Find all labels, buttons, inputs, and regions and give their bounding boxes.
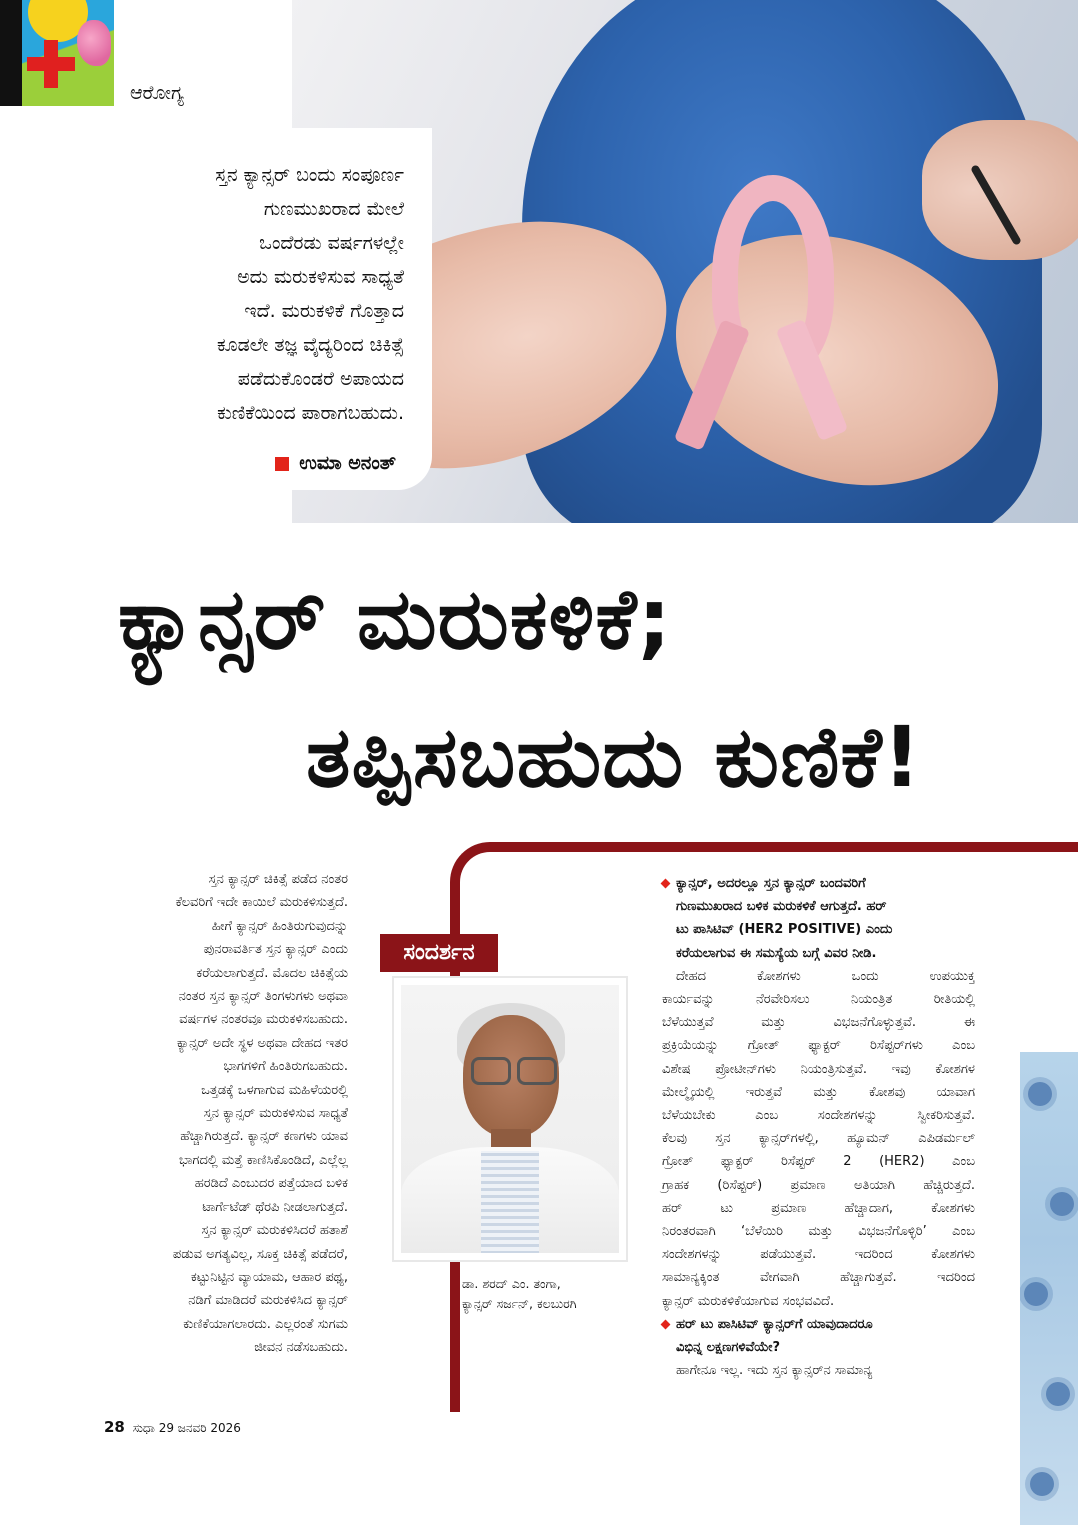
red-square-icon xyxy=(275,457,289,471)
body-line: ಸ್ತನ ಕ್ಯಾನ್ಸರ್ ಚಿಕಿತ್ಸೆ ಪಡೆದ ನಂತರ xyxy=(208,872,348,887)
answer-line: ವಿಶೇಷ ಪ್ರೋಟೀನ್‌ಗಳು ನಿಯಂತ್ರಿಸುತ್ತವೆ. ಇವು ಕೋಶಗಳ xyxy=(662,1061,975,1077)
body-line: ಕ್ಯಾನ್ಸರ್ ಅದೇ ಸ್ಥಳ ಅಥವಾ ದೇಹದ ಇತರ xyxy=(176,1035,348,1051)
answer-line: ಮೇಲ್ಮೈಯಲ್ಲಿ ಇರುತ್ತವೆ ಮತ್ತು ಕೋಶವು ಯಾವಾಗ xyxy=(662,1084,975,1100)
answer-line: ಗ್ರಾಹಕ (ರಿಸೆಪ್ಟರ್) ಪ್ರಮಾಣ ಅತಿಯಾಗಿ ಹೆಚ್ಚಿರುತ್ತದೆ. xyxy=(662,1177,975,1193)
body-line: ಸ್ತನ ಕ್ಯಾನ್ಸರ್ ಮರುಕಳಿಸಿದರೆ ಹತಾಶೆ xyxy=(201,1223,348,1239)
author-name: ಉಮಾ ಅನಂತ್ xyxy=(299,452,396,474)
virus-particle xyxy=(1028,1082,1052,1106)
page-number: 28 xyxy=(104,1418,125,1436)
caption-name: ಡಾ. ಶರದ್ ಎಂ. ತಂಗಾ, xyxy=(462,1276,561,1291)
glasses-icon-right xyxy=(517,1057,557,1085)
intro-line: ಕುಣಿಕೆಯಿಂದ ಪಾರಾಗಬಹುದು. xyxy=(217,402,404,424)
answer-line: ಹಾಗೇನೂ ಇಲ್ಲ. ಇದು ಸ್ತನ ಕ್ಯಾನ್ಸರ್‌ನ ಸಾಮಾನ್ಯ xyxy=(676,1363,873,1379)
question-text: ಹರ್ ಟು ಪಾಸಿಟಿವ್ ಕ್ಯಾನ್ಸರ್‌ಗೆ ಯಾವುದಾದರೂ xyxy=(676,1316,873,1332)
answer-line: ಪ್ರಕ್ರಿಯೆಯನ್ನು ಗ್ರೋತ್ ಫ್ಯಾಕ್ಟರ್ ರಿಸೆಪ್ಟರ್‌ಗಳು ಎಂಬ xyxy=(662,1038,975,1054)
headline-line-1: ಕ್ಯಾನ್ಸರ್ ಮರುಕಳಿಕೆ; xyxy=(118,570,673,668)
intro-line: ಇದೆ. ಮರುಕಳಿಕೆ ಗೊತ್ತಾದ xyxy=(244,300,404,322)
butterfly-icon xyxy=(77,20,111,66)
health-section-icon xyxy=(22,0,114,106)
intro-line: ಸ್ತನ ಕ್ಯಾನ್ಸರ್ ಬಂದು ಸಂಪೂರ್ಣ xyxy=(215,164,404,186)
question-line: ಟು ಪಾಸಿಟಿವ್ (HER2 POSITIVE) ಎಂದು xyxy=(676,922,893,938)
body-line: ಜೀವನ ನಡೆಸಬಹುದು. xyxy=(254,1340,348,1356)
question-line: ಗುಣಮುಖರಾದ ಬಳಿಕ ಮರುಕಳಿಕೆ ಆಗುತ್ತದೆ. ಹರ್ xyxy=(676,899,887,915)
answer-line: ಕ್ಯಾನ್ಸರ್ ಮರುಕಳಿಕೆಯಾಗುವ ಸಂಭವವಿದೆ. xyxy=(662,1293,835,1309)
question-line: ವಿಭಿನ್ನ ಲಕ್ಷಣಗಳಿವೆಯೇ? xyxy=(676,1340,781,1356)
question-line xyxy=(662,1313,975,1336)
body-line: ಹರಡಿದೆ ಎಂಬುದರ ಪತ್ತೆಯಾದ ಬಳಿಕ xyxy=(194,1176,348,1192)
question-line: ಕರೆಯಲಾಗುವ ಈ ಸಮಸ್ಯೆಯ ಬಗ್ಗೆ ವಿವರ ನೀಡಿ. xyxy=(676,945,877,961)
headline-line-2: ತಪ್ಪಿಸಬಹುದು ಕುಣಿಕೆ! xyxy=(306,708,922,806)
virus-particle xyxy=(1030,1472,1054,1496)
body-line: ಕುಣಿಕೆಯಾಗಲಾರದು. ಎಲ್ಲರಂತೆ ಸುಗಮ xyxy=(183,1316,348,1332)
portrait-shirt xyxy=(481,1151,539,1260)
right-column-text xyxy=(662,872,975,1382)
virus-image-strip xyxy=(1020,1052,1078,1525)
wrist xyxy=(922,120,1078,260)
answer-line: ಕೆಲವು ಸ್ತನ ಕ್ಯಾನ್ಸರ್‌ಗಳಲ್ಲಿ, ಹ್ಯೂಮನ್ ಎಪಿಡರ್ಮಲ್ xyxy=(662,1131,975,1147)
byline xyxy=(275,452,396,474)
body-line: ಪಡುವ ಅಗತ್ಯವಿಲ್ಲ, ಸೂಕ್ತ ಚಿಕಿತ್ಸೆ ಪಡೆದರೆ, xyxy=(172,1246,348,1262)
virus-particle xyxy=(1024,1282,1048,1306)
intro-text xyxy=(215,158,404,430)
answer-line: ಕಾರ್ಯವನ್ನು ನೆರವೇರಿಸಲು ನಿಯಂತ್ರಿತ ರೀತಿಯಲ್ಲಿ xyxy=(662,992,975,1008)
body-line: ನಂತರ ಸ್ತನ ಕ್ಯಾನ್ಸರ್ ತಿಂಗಳುಗಳು ಅಥವಾ xyxy=(178,989,348,1005)
answer-line: ಸಾಮಾನ್ಯಕ್ಕಿಂತ ವೇಗವಾಗಿ ಹೆಚ್ಚಾಗುತ್ತವೆ. ಇದರಿಂದ xyxy=(662,1270,975,1286)
answer-line: ದೇಹದ ಕೋಶಗಳು ಒಂದು ಉಪಯುಕ್ತ xyxy=(676,968,975,984)
body-line: ಟಾರ್ಗೆಟೆಡ್ ಥೆರಪಿ ನೀಡಲಾಗುತ್ತದೆ. xyxy=(202,1199,348,1215)
body-line: ವರ್ಷಗಳ ನಂತರವೂ ಮರುಕಳಿಸಬಹುದು. xyxy=(179,1012,348,1028)
caption-role: ಕ್ಯಾನ್ಸರ್ ಸರ್ಜನ್, ಕಲಬುರಗಿ xyxy=(462,1296,577,1311)
virus-particle xyxy=(1050,1192,1074,1216)
virus-particle xyxy=(1046,1382,1070,1406)
edge-bar xyxy=(0,0,22,106)
body-line: ನಡಿಗೆ ಮಾಡಿದರೆ ಮರುಕಳಿಸಿದ ಕ್ಯಾನ್ಸರ್ xyxy=(188,1293,348,1309)
intro-line: ಅದು ಮರುಕಳಿಸುವ ಸಾಧ್ಯತೆ xyxy=(237,266,404,288)
section-label: ಆರೋಗ್ಯ xyxy=(130,82,184,104)
intro-box xyxy=(0,128,432,490)
interview-label: ಸಂದರ್ಶನ xyxy=(380,934,498,972)
red-diamond-icon xyxy=(661,1319,671,1329)
answer-line: ಬೆಳೆಯಬೇಕು ಎಂಬ ಸಂದೇಶಗಳನ್ನು ಸ್ವೀಕರಿಸುತ್ತವೆ. xyxy=(662,1108,975,1124)
body-line: ಕರೆಯಲಾಗುತ್ತದೆ. ಮೊದಲ ಚಿಕಿತ್ಸೆಯ xyxy=(196,965,348,981)
left-column-text xyxy=(104,868,348,1360)
body-line: ಪುನರಾವರ್ತಿತ ಸ್ತನ ಕ್ಯಾನ್ಸರ್ ಎಂದು xyxy=(203,942,348,958)
body-line: ಹೀಗೆ ಕ್ಯಾನ್ಸರ್ ಹಿಂತಿರುಗುವುದನ್ನು xyxy=(211,918,348,934)
body-line: ಭಾಗದಲ್ಲಿ ಮತ್ತೆ ಕಾಣಿಸಿಕೊಂಡಿದೆ, ಎಲ್ಲೆಲ್ಲ xyxy=(178,1152,348,1168)
glasses-icon xyxy=(471,1057,511,1085)
body-line: ಭಾಗಗಳಿಗೆ ಹಿಂತಿರುಗಬಹುದು. xyxy=(223,1059,348,1075)
red-diamond-icon xyxy=(661,879,671,889)
intro-line: ಕೂಡಲೇ ತಜ್ಞ ವೈದ್ಯರಿಂದ ಚಿಕಿತ್ಸೆ xyxy=(216,334,404,356)
issue-info: ಸುಧಾ 29 ಜನವರಿ 2026 xyxy=(132,1421,241,1435)
body-line: ಒತ್ತಡಕ್ಕೆ ಒಳಗಾಗುವ ಮಹಿಳೆಯರಲ್ಲಿ xyxy=(201,1082,348,1098)
body-line: ಕೆಲವರಿಗೆ ಇದೇ ಕಾಯಿಲೆ ಮರುಕಳಿಸುತ್ತದೆ. xyxy=(175,895,348,911)
body-line: ಸ್ತನ ಕ್ಯಾನ್ಸರ್ ಮರುಕಳಿಸುವ ಸಾಧ್ಯತೆ xyxy=(203,1106,348,1122)
intro-line: ಗುಣಮುಖರಾದ ಮೇಲೆ xyxy=(263,198,404,220)
question-line xyxy=(662,872,975,895)
answer-line: ಗ್ರೋತ್ ಫ್ಯಾಕ್ಟರ್ ರಿಸೆಪ್ಟರ್ 2 (HER2) ಎಂಬ xyxy=(662,1154,975,1170)
intro-line: ಪಡೆದುಕೊಂಡರೆ ಅಪಾಯದ xyxy=(237,368,404,390)
medical-cross-icon-bar xyxy=(27,57,75,71)
answer-line: ಸಂದೇಶಗಳನ್ನು ಪಡೆಯುತ್ತವೆ. ಇದರಿಂದ ಕೋಶಗಳು xyxy=(662,1247,975,1263)
answer-line: ಹರ್ ಟು ಪ್ರಮಾಣ ಹೆಚ್ಚಾದಾಗ, ಕೋಶಗಳು xyxy=(662,1200,975,1216)
answer-line: ಬೆಳೆಯುತ್ತವೆ ಮತ್ತು ವಿಭಜನೆಗೊಳ್ಳುತ್ತವೆ. ಈ xyxy=(662,1015,975,1031)
page-footer xyxy=(104,1418,241,1436)
portrait-caption xyxy=(462,1274,577,1314)
answer-line: ನಿರಂತರವಾಗಿ ‘ಬೆಳೆಯಿರಿ ಮತ್ತು ವಿಭಜನೆಗೊಳ್ಳಿರಿ’ ಎಂಬ xyxy=(662,1224,975,1240)
doctor-portrait xyxy=(394,978,626,1260)
body-line: ಹೆಚ್ಚಾಗಿರುತ್ತದೆ. ಕ್ಯಾನ್ಸರ್ ಕಣಗಳು ಯಾವ xyxy=(180,1129,348,1145)
intro-line: ಒಂದೆರಡು ವರ್ಷಗಳಲ್ಲೇ xyxy=(259,232,404,254)
question-text: ಕ್ಯಾನ್ಸರ್, ಅದರಲ್ಲೂ ಸ್ತನ ಕ್ಯಾನ್ಸರ್ ಬಂದವರಿಗೆ xyxy=(676,876,866,891)
body-line: ಕಟ್ಟುನಿಟ್ಟಿನ ವ್ಯಾಯಾಮ, ಆಹಾರ ಪಥ್ಯ, xyxy=(190,1269,348,1285)
